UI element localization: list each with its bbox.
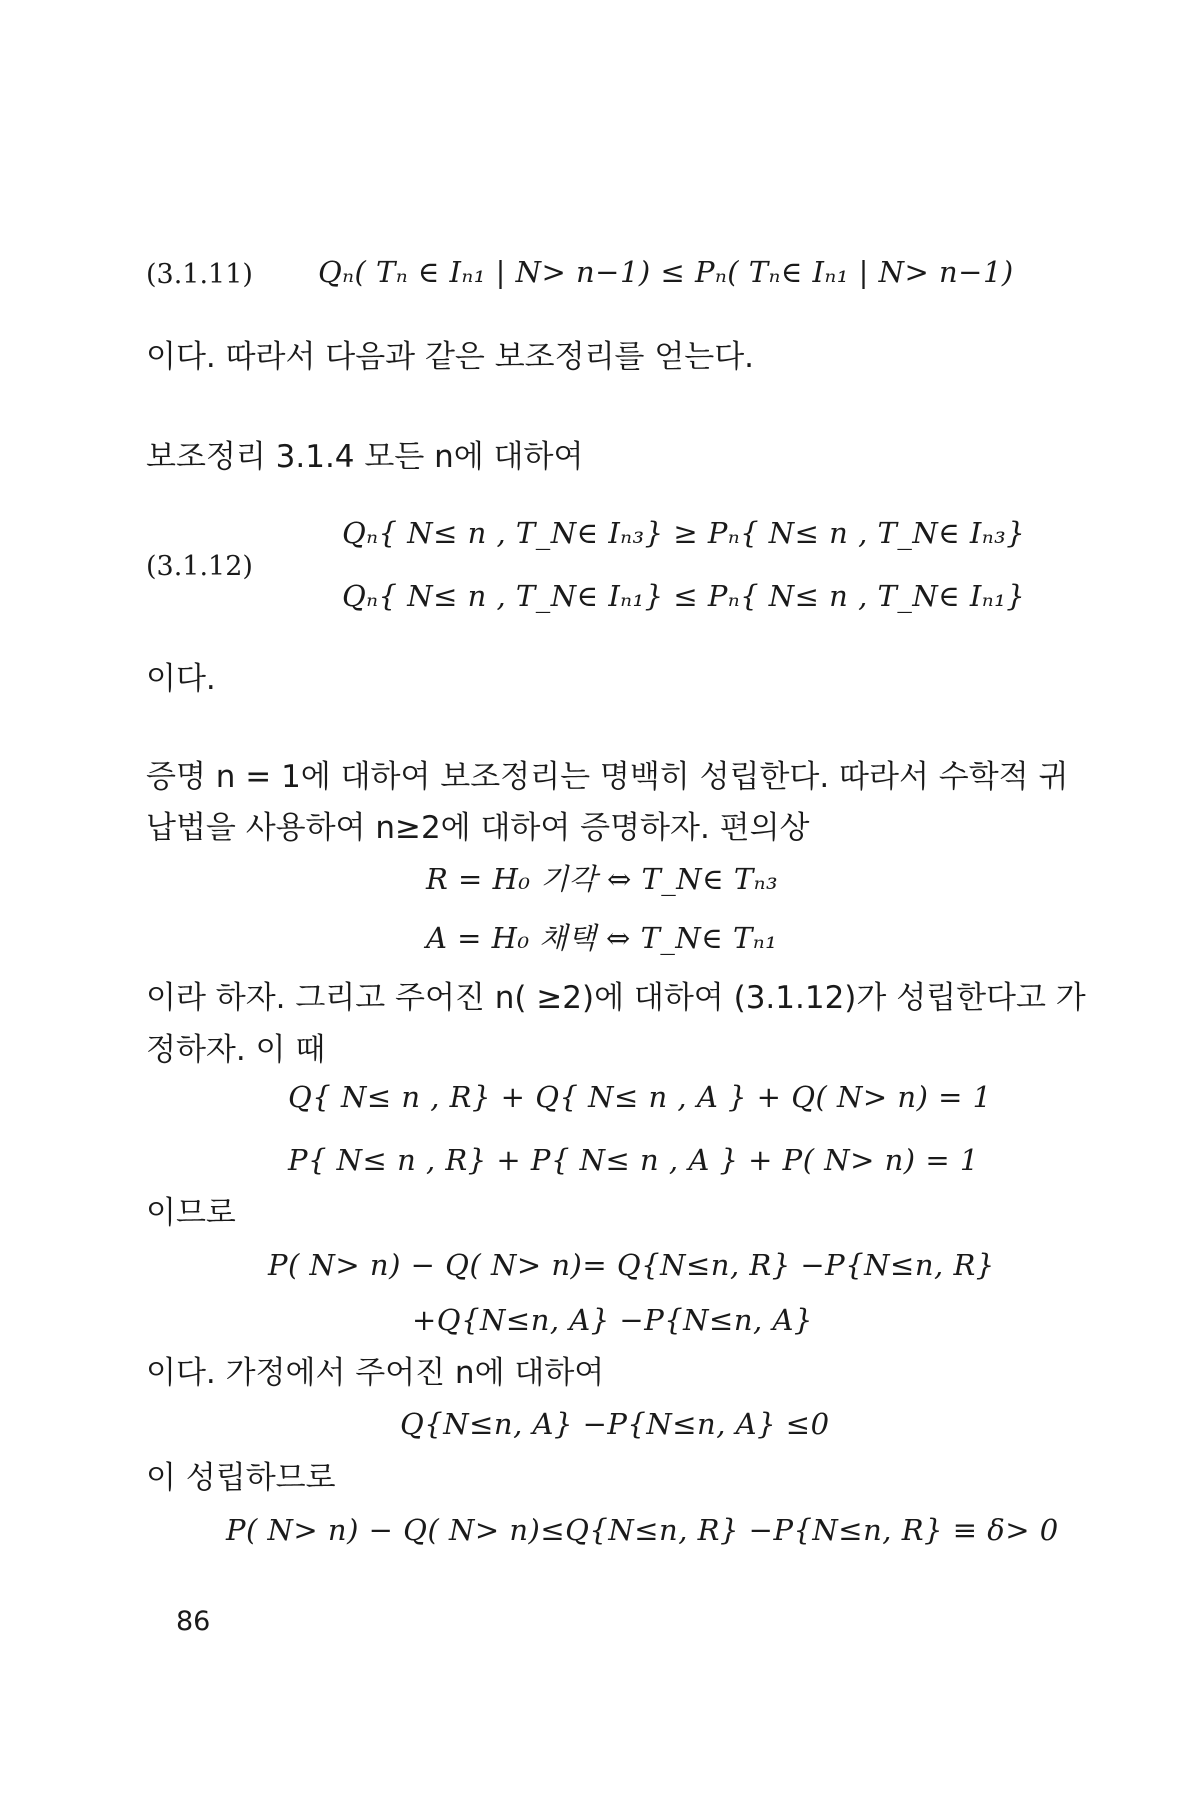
equation-3-1-12-line-2: Qₙ{ N≤ n , T_N∈ Iₙ₁} ≤ Pₙ{ N≤ n , T_N∈ Iₙ₁}: [342, 579, 1026, 613]
body-text-line: 이다. 따라서 다음과 같은 보조정리를 얻는다.: [146, 339, 755, 375]
equation-Q-sum: Q{ N≤ n , R} + Q{ N≤ n , A } + Q( N> n) = 1: [288, 1080, 992, 1114]
body-text-line: 이므로: [146, 1195, 236, 1231]
lemma-heading: 보조정리 3.1.4 모든 n에 대하여: [146, 439, 584, 475]
equation-difference-line-2: +Q{N≤n, A} −P{N≤n, A}: [412, 1303, 813, 1337]
definition-R: R = H₀ 기각 ⇔ T_N∈ Tₙ₃: [426, 862, 779, 896]
body-text-line: 정하자. 이 때: [146, 1032, 326, 1068]
equation-label-3-1-12: (3.1.12): [146, 551, 253, 582]
equation-3-1-11: Qₙ( Tₙ ∈ Iₙ₁ | N> n−1) ≤ Pₙ( Tₙ∈ Iₙ₁ | N> n−1): [318, 255, 1014, 289]
proof-text-line-1: 증명 n = 1에 대하여 보조정리는 명백히 성립한다. 따라서 수학적 귀: [146, 759, 1069, 795]
equation-3-1-12-line-1: Qₙ{ N≤ n , T_N∈ Iₙ₃} ≥ Pₙ{ N≤ n , T_N∈ Iₙ₃}: [342, 516, 1026, 550]
proof-text-line-2: 납법을 사용하여 n≥2에 대하여 증명하자. 편의상: [146, 810, 810, 846]
equation-difference-line-1: P( N> n) − Q( N> n)= Q{N≤n, R} −P{N≤n, R}: [268, 1248, 995, 1282]
page-number: 86: [176, 1606, 211, 1637]
body-text-line: 이다. 가정에서 주어진 n에 대하여: [146, 1355, 605, 1391]
equation-assumption: Q{N≤n, A} −P{N≤n, A} ≤0: [400, 1407, 830, 1441]
body-text-line: 이 성립하므로: [146, 1460, 336, 1496]
body-text-line: 이다.: [146, 661, 216, 697]
definition-A: A = H₀ 채택 ⇔ T_N∈ Tₙ₁: [426, 921, 778, 955]
equation-P-sum: P{ N≤ n , R} + P{ N≤ n , A } + P( N> n) = 1: [288, 1143, 979, 1177]
equation-final: P( N> n) − Q( N> n)≤Q{N≤n, R} −P{N≤n, R} ≡ δ> 0: [226, 1513, 1059, 1547]
body-text-line: 이라 하자. 그리고 주어진 n( ≥2)에 대하여 (3.1.12)가 성립한다고 가: [146, 980, 1086, 1016]
equation-label-3-1-11: (3.1.11): [146, 259, 253, 290]
